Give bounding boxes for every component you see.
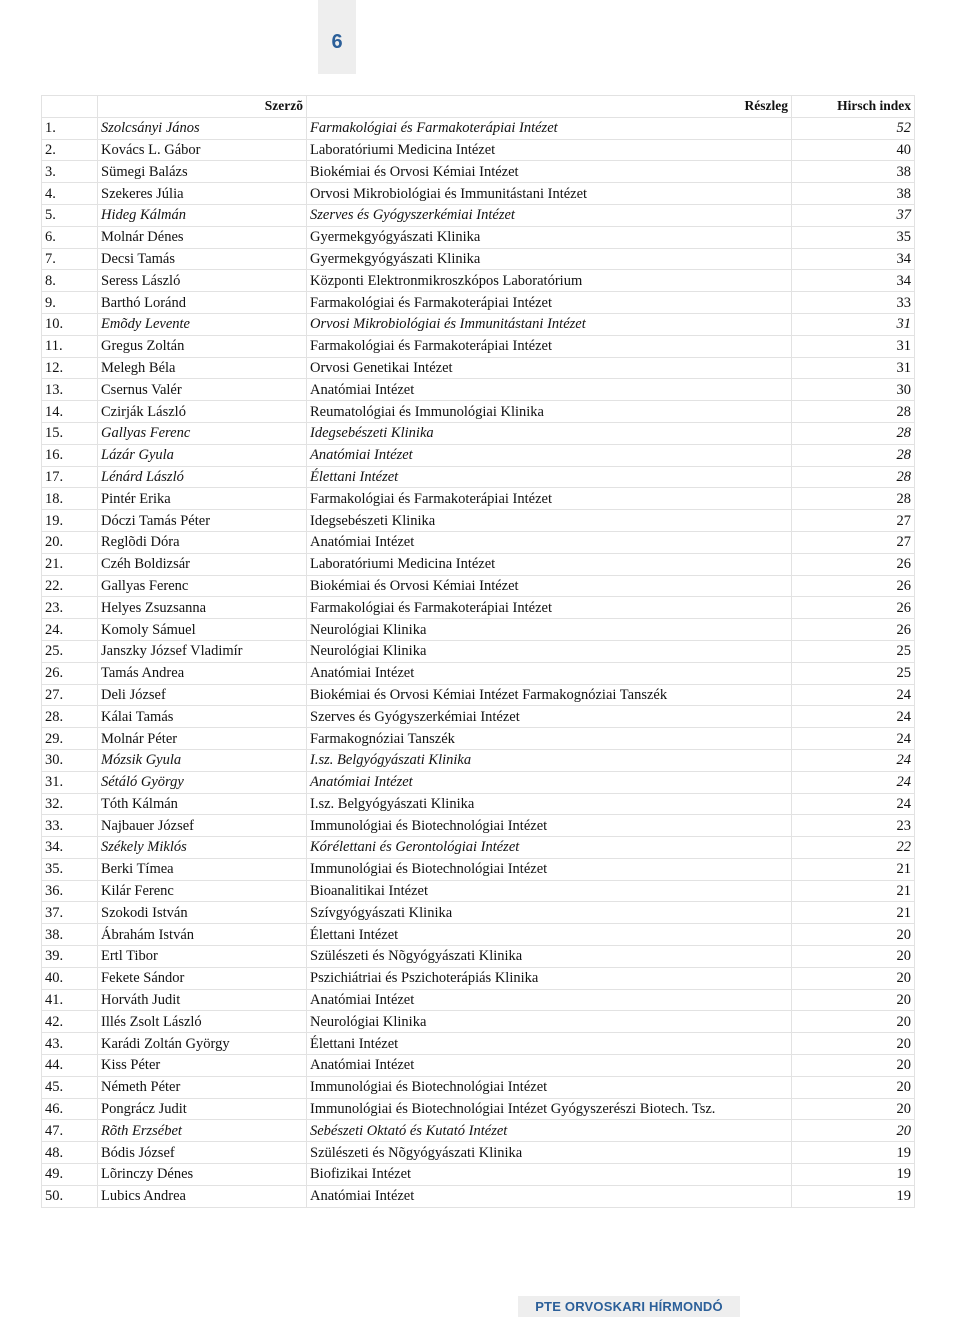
page-number: 6	[331, 30, 343, 53]
row-unit: Biokémiai és Orvosi Kémiai Intézet	[307, 575, 792, 597]
row-rank: 45.	[42, 1076, 98, 1098]
row-hirsch-index: 27	[792, 510, 915, 532]
row-unit: Élettani Intézet	[307, 924, 792, 946]
row-author: Janszky József Vladimír	[98, 640, 307, 662]
row-unit: Anatómiai Intézet	[307, 662, 792, 684]
row-unit: Orvosi Genetikai Intézet	[307, 357, 792, 379]
table-row	[42, 204, 915, 226]
row-unit: Laboratóriumi Medicina Intézet	[307, 139, 792, 161]
table-body	[42, 117, 915, 1207]
row-hirsch-index: 26	[792, 619, 915, 641]
table-row	[42, 1033, 915, 1055]
row-author: Helyes Zsuzsanna	[98, 597, 307, 619]
row-unit: Immunológiai és Biotechnológiai Intézet	[307, 1076, 792, 1098]
table-row	[42, 967, 915, 989]
row-unit: Idegsebészeti Klinika	[307, 422, 792, 444]
row-unit: Sebészeti Oktató és Kutató Intézet	[307, 1120, 792, 1142]
row-hirsch-index: 26	[792, 597, 915, 619]
table-row	[42, 880, 915, 902]
row-unit: Immunológiai és Biotechnológiai Intézet	[307, 858, 792, 880]
row-unit: Szülészeti és Nõgyógyászati Klinika	[307, 946, 792, 968]
row-rank: 31.	[42, 771, 98, 793]
row-author: Gallyas Ferenc	[98, 575, 307, 597]
row-unit: Orvosi Mikrobiológiai és Immunitástani Intézet	[307, 313, 792, 335]
row-unit: Anatómiai Intézet	[307, 531, 792, 553]
table-row	[42, 401, 915, 423]
row-rank: 9.	[42, 292, 98, 314]
row-unit: Idegsebészeti Klinika	[307, 510, 792, 532]
table-row	[42, 357, 915, 379]
row-author: Kiss Péter	[98, 1055, 307, 1077]
row-rank: 1.	[42, 117, 98, 139]
row-rank: 22.	[42, 575, 98, 597]
hirsch-index-table	[41, 95, 915, 1208]
row-hirsch-index: 27	[792, 531, 915, 553]
row-author: Szolcsányi János	[98, 117, 307, 139]
row-author: Lubics Andrea	[98, 1185, 307, 1207]
row-rank: 11.	[42, 335, 98, 357]
row-hirsch-index: 26	[792, 575, 915, 597]
row-rank: 6.	[42, 226, 98, 248]
row-author: Szekeres Júlia	[98, 183, 307, 205]
row-hirsch-index: 38	[792, 161, 915, 183]
row-hirsch-index: 28	[792, 466, 915, 488]
row-hirsch-index: 37	[792, 204, 915, 226]
row-hirsch-index: 19	[792, 1185, 915, 1207]
row-author: Kilár Ferenc	[98, 880, 307, 902]
row-unit: Neurológiai Klinika	[307, 1011, 792, 1033]
table-row	[42, 684, 915, 706]
row-rank: 28.	[42, 706, 98, 728]
row-hirsch-index: 24	[792, 728, 915, 750]
row-unit: Farmakológiai és Farmakoterápiai Intézet	[307, 597, 792, 619]
footer-brand: PTE ORVOSKARI HÍRMONDÓ	[518, 1296, 740, 1317]
row-author: Deli József	[98, 684, 307, 706]
row-rank: 33.	[42, 815, 98, 837]
row-hirsch-index: 19	[792, 1164, 915, 1186]
row-author: Ertl Tibor	[98, 946, 307, 968]
row-hirsch-index: 20	[792, 1076, 915, 1098]
row-rank: 10.	[42, 313, 98, 335]
row-hirsch-index: 40	[792, 139, 915, 161]
table-row	[42, 117, 915, 139]
row-author: Karádi Zoltán György	[98, 1033, 307, 1055]
row-rank: 32.	[42, 793, 98, 815]
row-unit: Szülészeti és Nõgyógyászati Klinika	[307, 1142, 792, 1164]
row-hirsch-index: 33	[792, 292, 915, 314]
table-row	[42, 902, 915, 924]
table-row	[42, 466, 915, 488]
row-author: Tamás Andrea	[98, 662, 307, 684]
table-row	[42, 771, 915, 793]
row-author: Kálai Tamás	[98, 706, 307, 728]
row-unit: Anatómiai Intézet	[307, 444, 792, 466]
row-hirsch-index: 21	[792, 902, 915, 924]
row-rank: 49.	[42, 1164, 98, 1186]
header-rank	[42, 96, 98, 118]
row-rank: 20.	[42, 531, 98, 553]
row-hirsch-index: 31	[792, 357, 915, 379]
row-unit: Szerves és Gyógyszerkémiai Intézet	[307, 204, 792, 226]
row-rank: 43.	[42, 1033, 98, 1055]
row-author: Barthó Loránd	[98, 292, 307, 314]
row-rank: 23.	[42, 597, 98, 619]
table-row	[42, 379, 915, 401]
row-rank: 7.	[42, 248, 98, 270]
table-row	[42, 1055, 915, 1077]
row-author: Czéh Boldizsár	[98, 553, 307, 575]
table-header-row	[42, 96, 915, 118]
row-author: Berki Tímea	[98, 858, 307, 880]
table-row	[42, 531, 915, 553]
row-unit: I.sz. Belgyógyászati Klinika	[307, 793, 792, 815]
table-row	[42, 1185, 915, 1207]
row-author: Kovács L. Gábor	[98, 139, 307, 161]
row-author: Komoly Sámuel	[98, 619, 307, 641]
row-rank: 3.	[42, 161, 98, 183]
row-hirsch-index: 20	[792, 1055, 915, 1077]
row-rank: 27.	[42, 684, 98, 706]
table-row	[42, 989, 915, 1011]
table-row	[42, 640, 915, 662]
row-rank: 29.	[42, 728, 98, 750]
row-hirsch-index: 20	[792, 989, 915, 1011]
row-author: Decsi Tamás	[98, 248, 307, 270]
row-rank: 36.	[42, 880, 98, 902]
table-row	[42, 1098, 915, 1120]
row-hirsch-index: 20	[792, 967, 915, 989]
row-unit: Orvosi Mikrobiológiai és Immunitástani Intézet	[307, 183, 792, 205]
table-row	[42, 858, 915, 880]
row-hirsch-index: 35	[792, 226, 915, 248]
row-rank: 12.	[42, 357, 98, 379]
row-author: Lõrinczy Dénes	[98, 1164, 307, 1186]
table-row	[42, 749, 915, 771]
row-unit: Biokémiai és Orvosi Kémiai Intézet	[307, 161, 792, 183]
row-hirsch-index: 31	[792, 313, 915, 335]
row-unit: Gyermekgyógyászati Klinika	[307, 248, 792, 270]
row-author: Illés Zsolt László	[98, 1011, 307, 1033]
row-rank: 30.	[42, 749, 98, 771]
row-rank: 39.	[42, 946, 98, 968]
row-unit: Neurológiai Klinika	[307, 619, 792, 641]
row-unit: Farmakológiai és Farmakoterápiai Intézet	[307, 335, 792, 357]
table-row	[42, 946, 915, 968]
row-author: Seress László	[98, 270, 307, 292]
row-rank: 46.	[42, 1098, 98, 1120]
row-unit: Biokémiai és Orvosi Kémiai Intézet Farmakognóziai Tanszék	[307, 684, 792, 706]
row-rank: 15.	[42, 422, 98, 444]
row-hirsch-index: 24	[792, 749, 915, 771]
row-unit: Központi Elektronmikroszkópos Laboratórium	[307, 270, 792, 292]
row-unit: Laboratóriumi Medicina Intézet	[307, 553, 792, 575]
row-rank: 8.	[42, 270, 98, 292]
table-row	[42, 1076, 915, 1098]
row-unit: Anatómiai Intézet	[307, 989, 792, 1011]
table-row	[42, 728, 915, 750]
row-author: Czirják László	[98, 401, 307, 423]
row-rank: 17.	[42, 466, 98, 488]
row-author: Lénárd László	[98, 466, 307, 488]
row-author: Reglõdi Dóra	[98, 531, 307, 553]
table-row	[42, 1011, 915, 1033]
row-unit: Farmakológiai és Farmakoterápiai Intézet	[307, 292, 792, 314]
row-hirsch-index: 28	[792, 401, 915, 423]
row-hirsch-index: 20	[792, 1033, 915, 1055]
row-unit: Élettani Intézet	[307, 466, 792, 488]
table-row	[42, 270, 915, 292]
row-hirsch-index: 21	[792, 880, 915, 902]
row-unit: Farmakológiai és Farmakoterápiai Intézet	[307, 488, 792, 510]
row-rank: 19.	[42, 510, 98, 532]
row-author: Sétáló György	[98, 771, 307, 793]
row-hirsch-index: 20	[792, 1120, 915, 1142]
row-rank: 4.	[42, 183, 98, 205]
row-unit: Anatómiai Intézet	[307, 1055, 792, 1077]
row-author: Lázár Gyula	[98, 444, 307, 466]
row-author: Dóczi Tamás Péter	[98, 510, 307, 532]
row-author: Csernus Valér	[98, 379, 307, 401]
row-rank: 26.	[42, 662, 98, 684]
table-row	[42, 510, 915, 532]
table-row	[42, 1164, 915, 1186]
row-hirsch-index: 24	[792, 684, 915, 706]
row-rank: 2.	[42, 139, 98, 161]
row-unit: Bioanalitikai Intézet	[307, 880, 792, 902]
table-row	[42, 335, 915, 357]
row-hirsch-index: 25	[792, 640, 915, 662]
row-hirsch-index: 21	[792, 858, 915, 880]
table-row	[42, 793, 915, 815]
row-unit: Élettani Intézet	[307, 1033, 792, 1055]
row-author: Molnár Dénes	[98, 226, 307, 248]
row-hirsch-index: 20	[792, 946, 915, 968]
row-hirsch-index: 28	[792, 422, 915, 444]
row-hirsch-index: 22	[792, 837, 915, 859]
row-rank: 41.	[42, 989, 98, 1011]
table-row	[42, 837, 915, 859]
row-author: Melegh Béla	[98, 357, 307, 379]
row-hirsch-index: 34	[792, 270, 915, 292]
row-rank: 48.	[42, 1142, 98, 1164]
row-unit: Neurológiai Klinika	[307, 640, 792, 662]
row-unit: Reumatológiai és Immunológiai Klinika	[307, 401, 792, 423]
row-author: Molnár Péter	[98, 728, 307, 750]
row-author: Szokodi István	[98, 902, 307, 924]
row-unit: Farmakológiai és Farmakoterápiai Intézet	[307, 117, 792, 139]
row-rank: 14.	[42, 401, 98, 423]
row-author: Fekete Sándor	[98, 967, 307, 989]
row-unit: Anatómiai Intézet	[307, 771, 792, 793]
header-unit: Részleg	[307, 96, 792, 118]
table-row	[42, 662, 915, 684]
row-rank: 42.	[42, 1011, 98, 1033]
row-unit: Farmakognóziai Tanszék	[307, 728, 792, 750]
table-row	[42, 226, 915, 248]
row-hirsch-index: 19	[792, 1142, 915, 1164]
row-rank: 38.	[42, 924, 98, 946]
row-unit: Szívgyógyászati Klinika	[307, 902, 792, 924]
header-author: Szerzõ	[98, 96, 307, 118]
row-rank: 18.	[42, 488, 98, 510]
row-author: Bódis József	[98, 1142, 307, 1164]
table-row	[42, 553, 915, 575]
row-rank: 24.	[42, 619, 98, 641]
table-row	[42, 619, 915, 641]
row-rank: 37.	[42, 902, 98, 924]
row-author: Ábrahám István	[98, 924, 307, 946]
row-rank: 50.	[42, 1185, 98, 1207]
row-hirsch-index: 24	[792, 706, 915, 728]
row-unit: Gyermekgyógyászati Klinika	[307, 226, 792, 248]
row-unit: Immunológiai és Biotechnológiai Intézet	[307, 815, 792, 837]
row-hirsch-index: 31	[792, 335, 915, 357]
row-unit: Biofizikai Intézet	[307, 1164, 792, 1186]
row-rank: 5.	[42, 204, 98, 226]
row-author: Gallyas Ferenc	[98, 422, 307, 444]
row-rank: 16.	[42, 444, 98, 466]
row-hirsch-index: 26	[792, 553, 915, 575]
row-rank: 35.	[42, 858, 98, 880]
row-author: Pintér Erika	[98, 488, 307, 510]
row-author: Mózsik Gyula	[98, 749, 307, 771]
row-author: Székely Miklós	[98, 837, 307, 859]
row-hirsch-index: 25	[792, 662, 915, 684]
row-author: Najbauer József	[98, 815, 307, 837]
table-row	[42, 706, 915, 728]
table-row	[42, 313, 915, 335]
row-unit: Anatómiai Intézet	[307, 379, 792, 401]
row-unit: Anatómiai Intézet	[307, 1185, 792, 1207]
page-number-tab	[318, 0, 356, 74]
row-author: Németh Péter	[98, 1076, 307, 1098]
row-hirsch-index: 52	[792, 117, 915, 139]
row-hirsch-index: 34	[792, 248, 915, 270]
row-unit: Kórélettani és Gerontológiai Intézet	[307, 837, 792, 859]
row-author: Rõth Erzsébet	[98, 1120, 307, 1142]
row-rank: 40.	[42, 967, 98, 989]
table-row	[42, 292, 915, 314]
row-hirsch-index: 28	[792, 444, 915, 466]
row-unit: I.sz. Belgyógyászati Klinika	[307, 749, 792, 771]
row-author: Pongrácz Judit	[98, 1098, 307, 1120]
row-author: Tóth Kálmán	[98, 793, 307, 815]
row-author: Horváth Judit	[98, 989, 307, 1011]
table-row	[42, 1120, 915, 1142]
table-row	[42, 183, 915, 205]
table-row	[42, 139, 915, 161]
table-row	[42, 575, 915, 597]
row-author: Gregus Zoltán	[98, 335, 307, 357]
row-unit: Immunológiai és Biotechnológiai Intézet Gyógyszerészi Biotech. Tsz.	[307, 1098, 792, 1120]
row-rank: 25.	[42, 640, 98, 662]
row-rank: 47.	[42, 1120, 98, 1142]
row-hirsch-index: 20	[792, 1011, 915, 1033]
row-hirsch-index: 24	[792, 793, 915, 815]
row-unit: Szerves és Gyógyszerkémiai Intézet	[307, 706, 792, 728]
row-author: Hideg Kálmán	[98, 204, 307, 226]
table-row	[42, 248, 915, 270]
table-row	[42, 161, 915, 183]
row-hirsch-index: 28	[792, 488, 915, 510]
row-unit: Pszichiátriai és Pszichoterápiás Klinika	[307, 967, 792, 989]
row-hirsch-index: 20	[792, 1098, 915, 1120]
table-row	[42, 597, 915, 619]
row-rank: 34.	[42, 837, 98, 859]
table-row	[42, 1142, 915, 1164]
table-row	[42, 422, 915, 444]
row-author: Emõdy Levente	[98, 313, 307, 335]
row-rank: 21.	[42, 553, 98, 575]
row-hirsch-index: 38	[792, 183, 915, 205]
row-rank: 13.	[42, 379, 98, 401]
row-hirsch-index: 20	[792, 924, 915, 946]
row-author: Sümegi Balázs	[98, 161, 307, 183]
row-hirsch-index: 23	[792, 815, 915, 837]
header-hirsch-index: Hirsch index	[792, 96, 915, 118]
row-hirsch-index: 24	[792, 771, 915, 793]
row-hirsch-index: 30	[792, 379, 915, 401]
table-row	[42, 488, 915, 510]
row-rank: 44.	[42, 1055, 98, 1077]
table-row	[42, 924, 915, 946]
table-row	[42, 815, 915, 837]
table-row	[42, 444, 915, 466]
